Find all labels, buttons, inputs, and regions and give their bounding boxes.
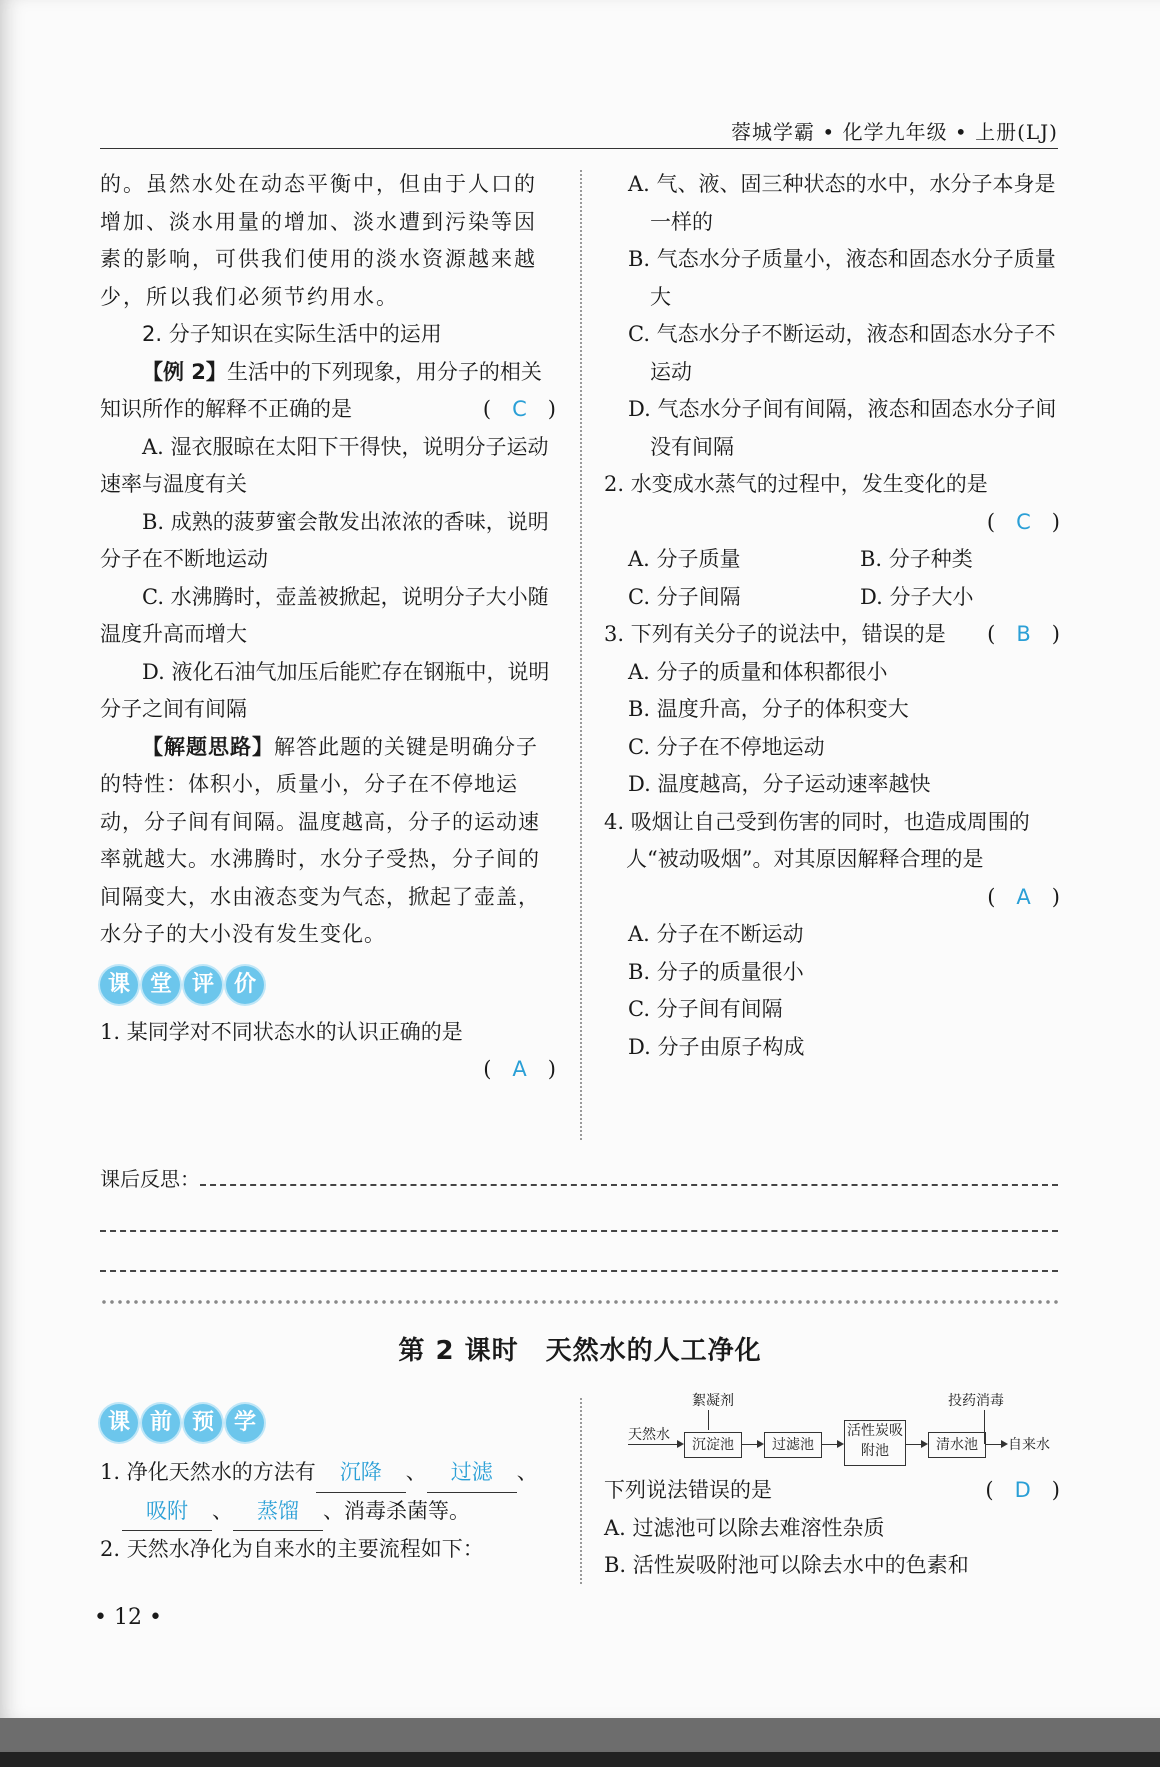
section-badge-classroom-evaluation — [100, 962, 556, 1008]
q2-options-grid — [604, 541, 1060, 616]
left-column-bottom — [100, 1400, 556, 1569]
question-3-text: 3. 下列有关分子的说法中，错误的是 — [604, 622, 946, 646]
flowchart-question — [604, 1472, 1060, 1510]
question-1: 1. 某同学对不同状态水的认识正确的是 — [100, 1019, 463, 1044]
q1-option-d: D. 气态水分子间有间隔，液态和固态水分子间没有间隔 — [628, 397, 1057, 459]
flow-top-label-flocculant: 絮凝剂 — [692, 1393, 734, 1409]
column-divider-bottom — [580, 1398, 582, 1584]
question-2-answer: C — [1016, 509, 1031, 534]
page-number: • 12 • — [94, 1605, 162, 1630]
flow-top-label-disinfection: 投药消毒 — [948, 1393, 1004, 1409]
flow-arrow — [822, 1444, 842, 1445]
q3-option-a: A. 分子的质量和体积都很小 — [628, 659, 888, 684]
reflection-line[interactable] — [100, 1230, 1058, 1232]
solution-approach — [100, 729, 556, 954]
q1-option-c: C. 气态水分子不断运动，液态和固态水分子不运动 — [628, 322, 1056, 384]
solution-tag: 【解题思路】 — [142, 734, 274, 759]
question-2: 2. 水变成水蒸气的过程中，发生变化的是 — [604, 472, 988, 496]
reflection-label: 课后反思： — [100, 1167, 200, 1191]
q4-option-a: A. 分子在不断运动 — [628, 922, 804, 946]
badge-char: 课 — [100, 966, 138, 1004]
flow-box-activated-carbon: 活性炭吸附池 — [844, 1420, 906, 1466]
flow-box-clear-water: 清水池 — [928, 1432, 986, 1458]
question-3 — [604, 616, 1060, 654]
badge-char: 学 — [226, 1404, 264, 1442]
q4-option-b: B. 分子的质量很小 — [628, 959, 804, 984]
example-2 — [100, 354, 556, 429]
example-2-option-c: C. 水沸腾时，壶盖被掀起，说明分子大小随温度升高而增大 — [100, 584, 549, 646]
q3-option-c: C. 分子在不停地运动 — [628, 734, 825, 759]
question-1-answer: A — [512, 1057, 527, 1081]
question-4-answer-bracket: ( A ) — [987, 884, 1060, 909]
badge-char: 价 — [226, 966, 264, 1004]
bottom-bar — [0, 1752, 1160, 1767]
flow-arrow — [986, 1444, 1006, 1445]
flow-arrow — [906, 1444, 926, 1445]
flowchart-answer-bracket: ( D ) — [985, 1478, 1060, 1502]
flow-down-arrow — [984, 1410, 985, 1444]
right-column-top — [604, 166, 1060, 1066]
q4-option-d: D. 分子由原子构成 — [628, 1034, 805, 1059]
example-2-answer-bracket: ( C ) — [482, 397, 556, 421]
q4-option-c: C. 分子间有间隔 — [628, 997, 783, 1021]
badge-char: 前 — [142, 1404, 180, 1442]
subheading-molecule-application: 2. 分子知识在实际生活中的运用 — [142, 322, 442, 346]
q1-option-b: B. 气态水分子质量小，液态和固态水分子质量大 — [628, 247, 1056, 309]
flow-box-sedimentation: 沉淀池 — [684, 1432, 742, 1458]
water-treatment-flowchart — [628, 1392, 1058, 1464]
question-3-answer-bracket: ( B ) — [987, 622, 1060, 646]
reflection-line[interactable] — [200, 1184, 1058, 1186]
question-1-answer-bracket: ( A ) — [483, 1057, 556, 1081]
example-2-answer: C — [512, 397, 527, 421]
q2-option-c: C. 分子间隔 — [628, 584, 741, 609]
flow-output-label: 自来水 — [1008, 1437, 1050, 1453]
q2-option-b: B. 分子种类 — [860, 547, 973, 571]
example-2-text: 生活中的下列现象，用分子的相关知识所作的解释不正确的是 — [100, 359, 542, 421]
column-divider-top — [580, 170, 582, 1140]
flow-down-arrow — [708, 1410, 709, 1430]
right-column-bottom — [604, 1472, 1060, 1585]
q3-option-d: D. 温度越高，分子运动速率越快 — [628, 772, 931, 796]
q2-option-a: A. 分子质量 — [628, 547, 741, 571]
blank-answer-3[interactable]: 吸附 — [122, 1493, 212, 1532]
flowchart-question-text: 下列说法错误的是 — [604, 1478, 772, 1502]
flow-input-label: 天然水 — [628, 1427, 670, 1443]
example-2-option-b: B. 成熟的菠萝蜜会散发出浓浓的香味，说明分子在不断地运动 — [100, 509, 549, 571]
question-3-answer: B — [1016, 622, 1031, 646]
blank-answer-2[interactable]: 过滤 — [427, 1454, 517, 1493]
solution-text: 解答此题的关键是明确分子的特性：体积小，质量小，分子在不停地运动，分子间有间隔。温度越高，分子的运动速率就越大。水沸腾时，水分子受热，分子间的间隔变大，水由液态变为气态，掀起了壶盖，水分子的大小没有发生变化。 — [100, 734, 540, 946]
lesson-title: 第 2 课时 天然水的人工净化 — [398, 1336, 762, 1366]
question-4: 4. 吸烟让自己受到伤害的同时，也造成周围的人“被动吸烟”。对其原因解释合理的是 — [604, 809, 1030, 871]
preview-q1-suffix: 、消毒杀菌等。 — [323, 1498, 470, 1523]
left-column-top — [100, 166, 556, 1089]
reflection-line[interactable] — [100, 1270, 1058, 1272]
example-2-tag: 【例 2】 — [142, 359, 227, 384]
preview-q1-prefix: 1. 净化天然水的方法有 — [100, 1460, 316, 1484]
after-class-reflection — [100, 1160, 1058, 1272]
badge-char: 预 — [184, 1404, 222, 1442]
badge-char: 评 — [184, 966, 222, 1004]
flow-arrow — [628, 1444, 682, 1445]
flow-arrow — [742, 1444, 762, 1445]
flowchart-answer: D — [1014, 1478, 1031, 1502]
question-2-answer-bracket: ( C ) — [986, 509, 1060, 534]
flow-box-filtration: 过滤池 — [764, 1432, 822, 1458]
q2-option-d: D. 分子大小 — [860, 584, 974, 609]
example-2-option-d: D. 液化石油气加压后能贮存在钢瓶中，说明分子之间有间隔 — [100, 659, 550, 721]
q1-option-a: A. 气、液、固三种状态的水中，水分子本身是一样的 — [628, 172, 1056, 234]
flowchart-option-b: B. 活性炭吸附池可以除去水中的色素和 — [604, 1553, 969, 1577]
blank-answer-4[interactable]: 蒸馏 — [233, 1493, 323, 1532]
q3-option-b: B. 温度升高，分子的体积变大 — [628, 697, 909, 721]
question-4-answer: A — [1016, 884, 1031, 909]
paragraph-water-conservation: 的。虽然水处在动态平衡中，但由于人口的增加、淡水用量的增加、淡水遭到污染等因素的影响，可供我们使用的淡水资源越来越少，所以我们必须节约用水。 — [100, 172, 537, 309]
preview-question-2: 2. 天然水净化为自来水的主要流程如下： — [100, 1537, 484, 1561]
badge-char: 课 — [100, 1404, 138, 1442]
example-2-option-a: A. 湿衣服晾在太阳下干得快，说明分子运动速率与温度有关 — [100, 434, 549, 496]
running-header: 蓉城学霸 • 化学九年级 • 上册(LJ) — [731, 120, 1058, 144]
wavy-separator — [100, 1298, 1058, 1306]
badge-char: 堂 — [142, 966, 180, 1004]
preview-question-1: 1. 净化天然水的方法有 沉降 、 过滤 、 吸附 、 蒸馏 、消毒杀菌等。 — [100, 1454, 556, 1531]
flowchart-option-a: A. 过滤池可以除去难溶性杂质 — [604, 1515, 885, 1540]
header-rule — [100, 148, 1058, 149]
section-badge-preview — [100, 1400, 556, 1446]
blank-answer-1[interactable]: 沉降 — [316, 1454, 406, 1493]
